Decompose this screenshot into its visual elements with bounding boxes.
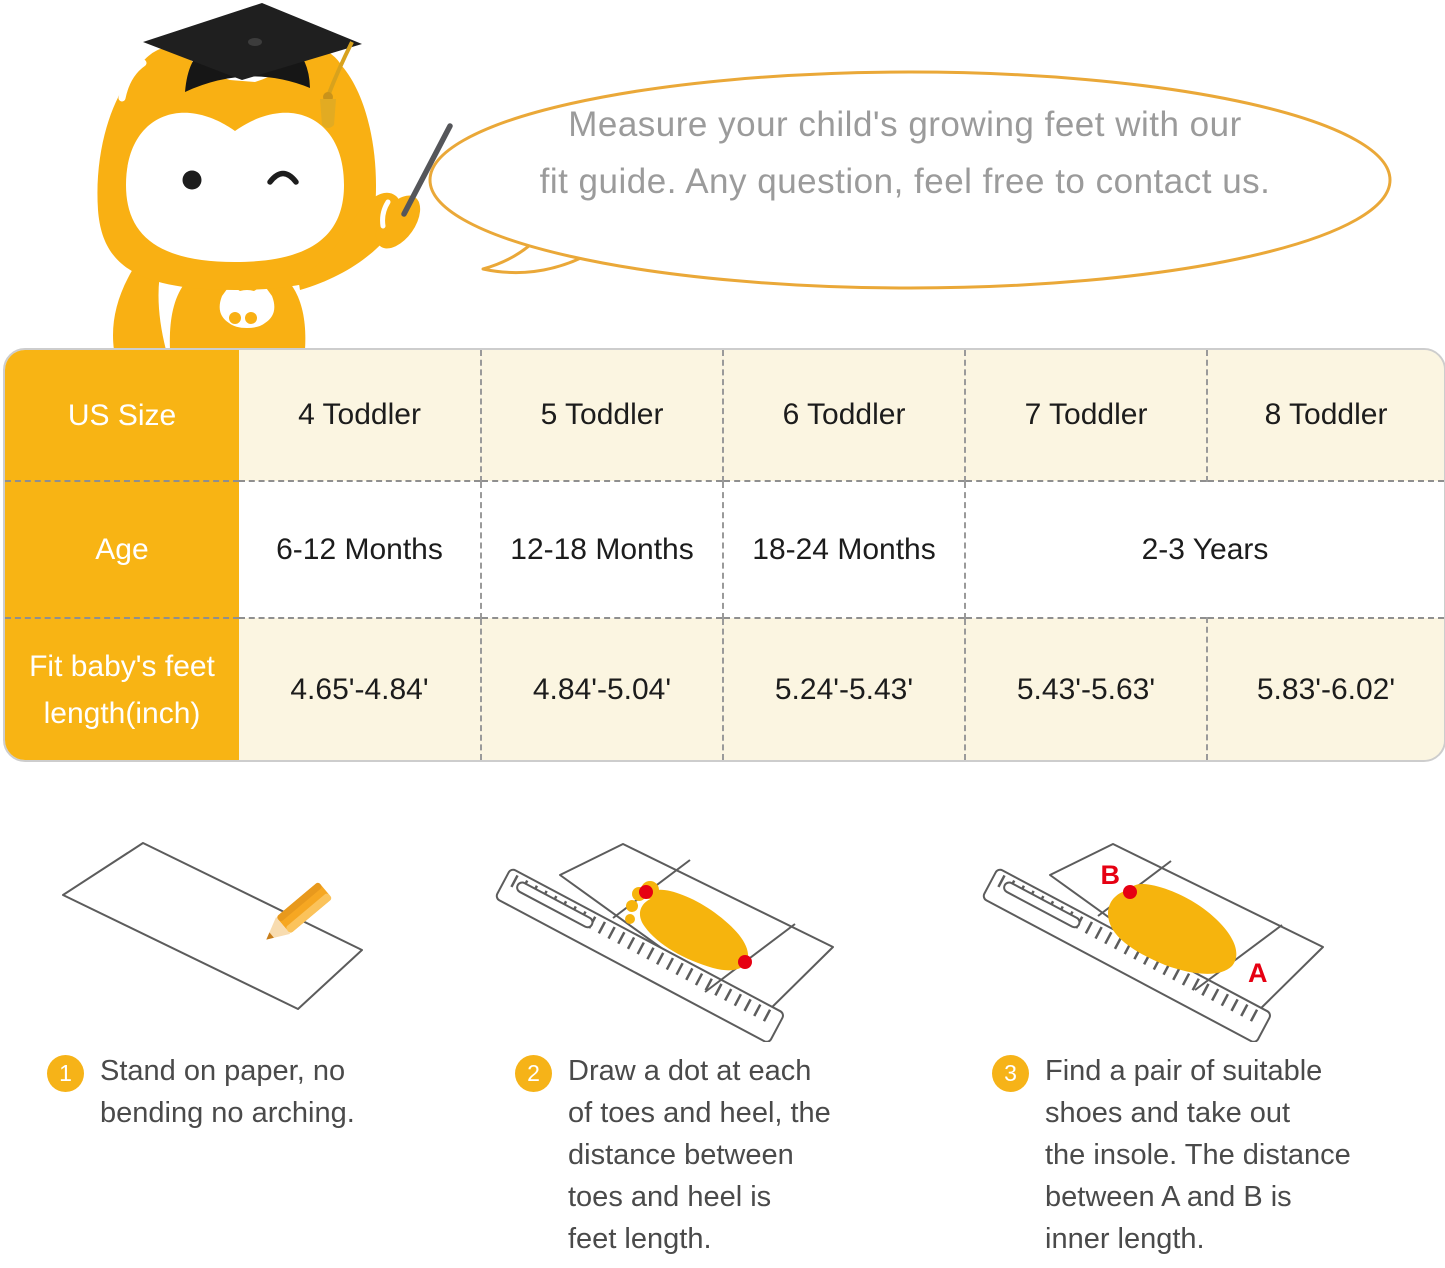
pointer-stick-icon <box>404 126 450 214</box>
step-1-badge: 1 <box>47 1055 84 1092</box>
table-row-age <box>5 481 1444 618</box>
guide-step-1 <box>35 832 460 1134</box>
cell-age-3: 18-24 Months <box>723 481 965 618</box>
speech-line-2: fit guide. Any question, feel free to contact us. <box>539 162 1271 201</box>
cell-len-2: 4.84'-5.04' <box>481 618 723 760</box>
point-a-label: A <box>1248 958 1268 988</box>
step-3-badge: 3 <box>992 1055 1029 1092</box>
footprint-ruler-illustration <box>495 832 935 1042</box>
row-header-feet-length: Fit baby's feet length(inch) <box>5 618 239 760</box>
row-header-us-size: US Size <box>5 350 239 481</box>
cell-size-5t: 5 Toddler <box>481 350 723 481</box>
cell-len-4: 5.43'-5.63' <box>965 618 1207 760</box>
step-2-text: Draw a dot at each of toes and heel, the distance between toes and heel is feet length. <box>568 1055 831 1255</box>
row-header-age: Age <box>5 481 239 618</box>
mascot-graphic <box>70 0 490 350</box>
cell-size-6t: 6 Toddler <box>723 350 965 481</box>
cell-age-4: 2-3 Years <box>965 481 1444 618</box>
size-table <box>3 348 1445 762</box>
paper-pencil-illustration <box>35 832 460 1042</box>
toe-dot <box>639 885 653 899</box>
cell-len-3: 5.24'-5.43' <box>723 618 965 760</box>
insole-ruler-illustration <box>980 832 1425 1042</box>
cell-age-1: 6-12 Months <box>239 481 481 618</box>
point-b-dot <box>1123 885 1137 899</box>
guide-step-3 <box>980 832 1425 1260</box>
point-b-label: B <box>1100 860 1120 890</box>
cell-len-1: 4.65'-4.84' <box>239 618 481 760</box>
speech-line-1: Measure your child's growing feet with our <box>568 105 1242 144</box>
table-row-us-size <box>5 350 1444 481</box>
cell-age-2: 12-18 Months <box>481 481 723 618</box>
cell-size-7t: 7 Toddler <box>965 350 1207 481</box>
cell-size-4t: 4 Toddler <box>239 350 481 481</box>
mascot-left-eye <box>183 171 202 190</box>
step-2 <box>515 1050 935 1260</box>
step-3 <box>992 1050 1425 1260</box>
step-2-badge: 2 <box>515 1055 552 1092</box>
step-1 <box>47 1050 460 1134</box>
cell-len-5: 5.83'-6.02' <box>1207 618 1444 760</box>
step-3-text: Find a pair of suitable shoes and take out the insole. The distance between A and B is inner length. <box>1045 1055 1351 1255</box>
paper-outline <box>63 843 362 1009</box>
mascot-face <box>126 113 344 262</box>
table-row-feet-length <box>5 618 1444 760</box>
step-1-text: Stand on paper, no bending no arching. <box>100 1055 355 1129</box>
cell-size-8t: 8 Toddler <box>1207 350 1444 481</box>
heel-dot <box>738 955 752 969</box>
speech-bubble-text <box>425 96 1385 210</box>
guide-step-2 <box>495 832 935 1260</box>
